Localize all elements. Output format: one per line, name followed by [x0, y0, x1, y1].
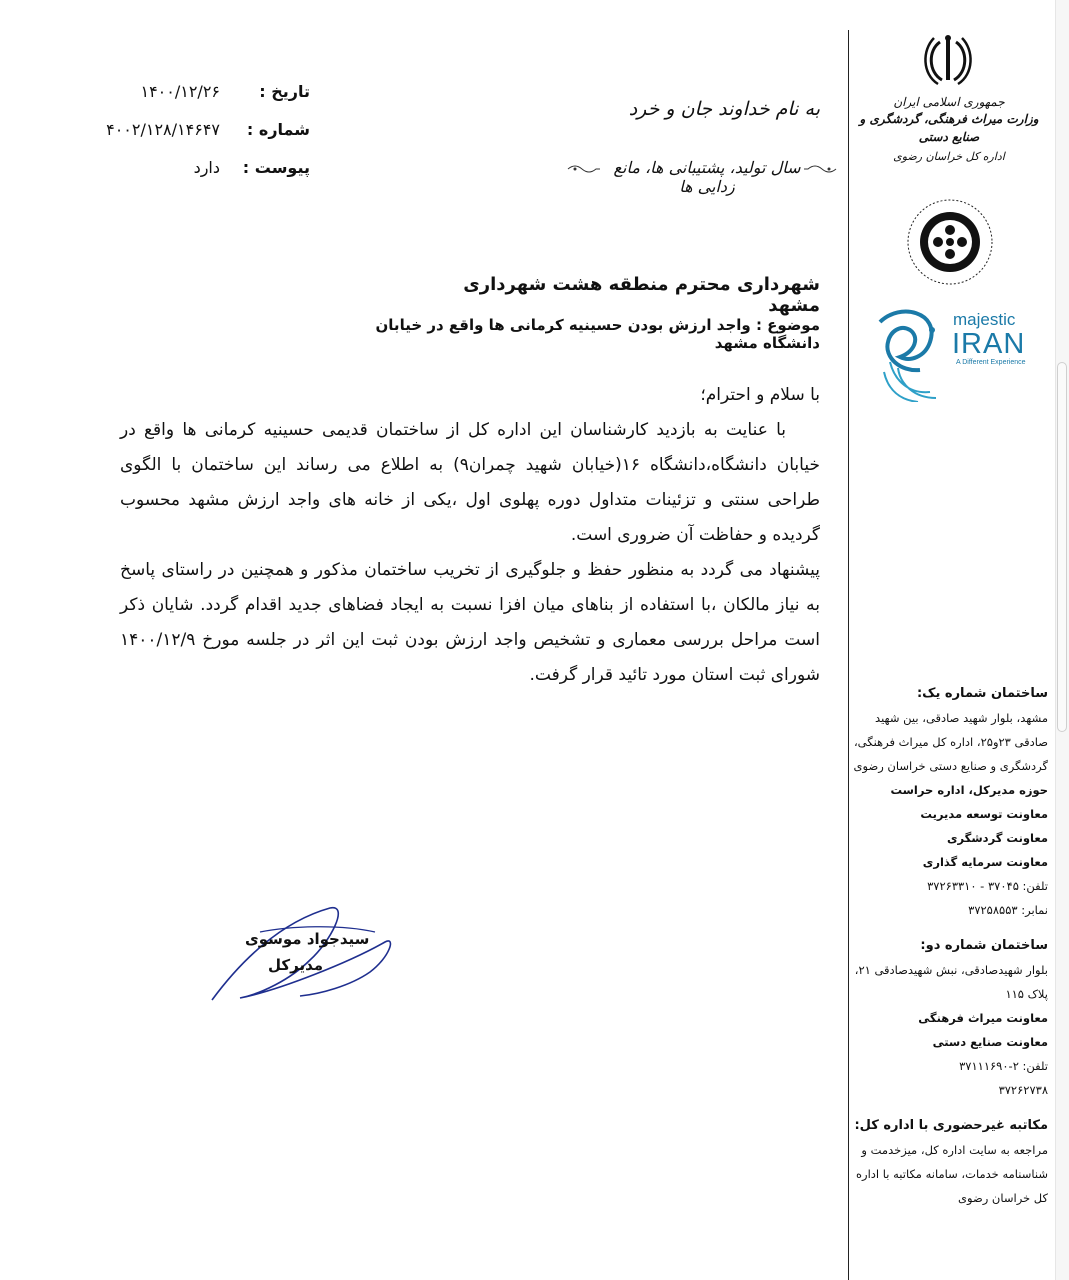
building1-phone: تلفن: ۳۷۰۴۵ - ۳۷۲۶۳۳۱۰: [927, 879, 1048, 893]
date-row: [60, 82, 310, 120]
building1-fax: نمابر: ۳۷۲۵۸۵۵۳: [968, 903, 1048, 917]
attachment-value: دارد: [193, 158, 220, 177]
building1-address: مشهد، بلوار شهید صادقی، بین شهید صادقی ۲۳و۲۵، اداره کل میراث فرهنگی، گردشگری و صنایع دستی خراسان رضوی: [853, 711, 1048, 773]
year-slogan: [562, 152, 842, 196]
ornament-left-icon: [566, 162, 602, 176]
signature-block: [200, 902, 400, 1012]
scrollbar[interactable]: [1057, 362, 1067, 732]
signatory-title: مدیرکل: [268, 956, 324, 974]
building2-dept-1: معاونت میراث فرهنگی: [918, 1011, 1048, 1025]
building1-dept-3: معاونت گردشگری: [946, 831, 1048, 845]
remote-heading: مکاتبه غیرحضوری با اداره کل:: [854, 1118, 1048, 1133]
contact-info: [852, 682, 1048, 1210]
building1-dept-2: معاونت توسعه مدیریت: [920, 807, 1048, 821]
number-value: ۴۰۰۲/۱۲۸/۱۴۶۴۷: [106, 120, 220, 139]
logo-word: majestic: [953, 310, 1016, 329]
logo-tagline: A Different Experience: [956, 359, 1026, 366]
org-line-1: جمهوری اسلامی ایران: [893, 95, 1005, 109]
building2-dept-2: معاونت صنایع دستی: [932, 1035, 1048, 1049]
subject-line: موضوع : واجد ارزش بودن حسینیه کرمانی ها واقع در خیابان دانشگاه مشهد: [375, 316, 820, 352]
date-label: تاریخ :: [259, 82, 310, 101]
spacer: [852, 922, 1048, 934]
addressee: شهرداری محترم منطقه هشت شهرداری مشهد: [463, 274, 820, 316]
logo-name: IRAN: [952, 328, 1026, 360]
bismillah-heading: به نام خداوند جان و خرد: [628, 98, 820, 120]
building1-heading: ساختمان شماره یک:: [916, 686, 1048, 701]
handicraft-city-seal-icon: [904, 196, 996, 288]
building1-dept-4: معاونت سرمایه گذاری: [922, 855, 1048, 869]
attachment-row: [60, 158, 310, 196]
building2-phone: تلفن: ۲-۳۷۱۱۱۶۹۰: [959, 1059, 1048, 1073]
iran-emblem-icon: [918, 30, 978, 90]
sidebar-divider: [848, 30, 849, 1280]
number-label: شماره :: [246, 120, 310, 139]
org-line-2: وزارت میراث فرهنگی، گردشگری و صنایع دستی: [859, 112, 1039, 144]
building1-dept-1: حوزه مدیرکل، اداره حراست: [890, 783, 1048, 797]
building2-address: بلوار شهیدصادقی، نبش شهیدصادقی ۲۱، پلاک ۱۱۵: [854, 963, 1048, 1001]
greeting: با سلام و احترام؛: [700, 385, 820, 405]
letter-body: [120, 378, 820, 693]
organization-name: [856, 94, 1042, 168]
phoenix-bird-icon: [870, 302, 950, 402]
paragraph-1: با عنایت به بازدید کارشناسان این اداره کل از ساختمان قدیمی حسینیه کرمانی ها واقع در خیابان دانشگاه،دانشگاه ۱۶(خیابان شهید چمران۹) به اطلاع می رساند این ساختمان با الگوی طراحی سنتی و تزئینات متداول دوره پهلوی اول ،یکی از خانه های واجد ارزش مشهد محسوب گردیده و حفاظت آن ضروری است.: [120, 420, 820, 545]
building2-heading: ساختمان شماره دو:: [920, 938, 1048, 953]
slogan-text: سال تولید، پشتیبانی ها، مانع زدایی ها: [613, 158, 801, 196]
signatory-name: سیدجواد موسوی: [245, 930, 370, 948]
number-row: [60, 120, 310, 158]
date-value: ۱۴۰۰/۱۲/۲۶: [140, 82, 220, 101]
ornament-right-icon: [802, 162, 838, 176]
building2-phone-2: ۳۷۲۶۲۷۳۸: [998, 1083, 1048, 1097]
attachment-label: پیوست :: [242, 158, 310, 177]
majestic-iran-logo: [870, 302, 1030, 402]
letter-meta: [60, 82, 310, 196]
org-line-3: اداره کل خراسان رضوی: [893, 150, 1005, 163]
spacer: [852, 1102, 1048, 1114]
paragraph-2: پیشنهاد می گردد به منظور حفظ و جلوگیری از تخریب ساختمان مذکور و همچنین در راستای پاسخ به نیاز مالکان ،با استفاده از بناهای میان افزا نسبت به ایجاد فضاهای جدید اقدام گردد. شایان ذکر است مراحل بررسی معماری و تشخیص واجد ارزش بودن ثبت این اثر در جلسه مورخ ۱۴۰۰/۱۲/۹ شورای ثبت استان مورد تائید قرار گرفت.: [120, 560, 820, 685]
remote-text: مراجعه به سایت اداره کل، میزخدمت و شناسنامه خدمات، سامانه مکاتبه با اداره کل خراسان رضوی: [856, 1143, 1048, 1205]
